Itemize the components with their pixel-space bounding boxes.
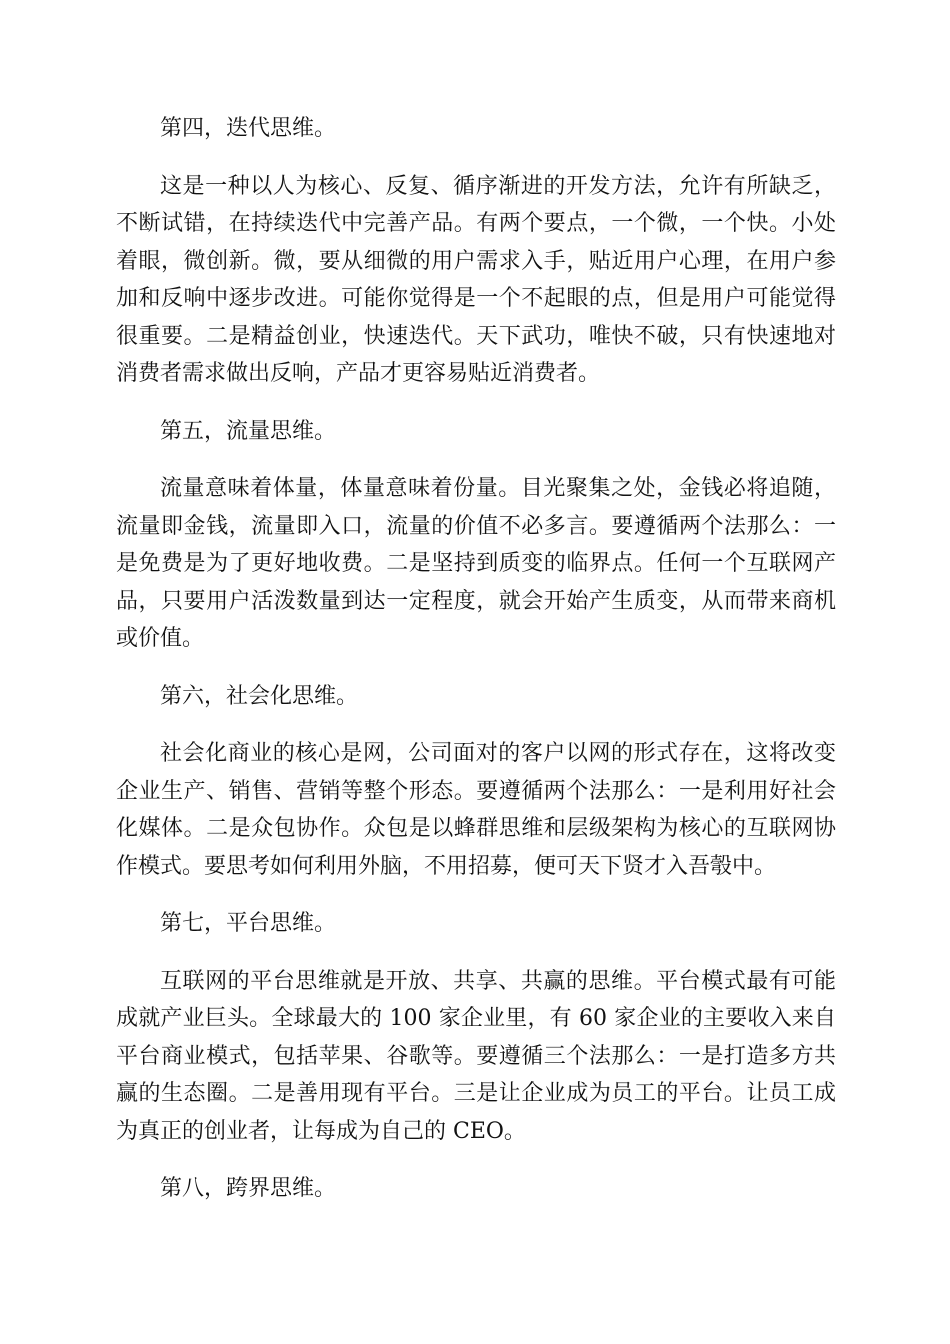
section-heading: 第六，社会化思维。 <box>160 683 359 709</box>
paragraph-line: 成就产业巨头。全球最大的 100 家企业里，有 60 家企业的主要收入来自 <box>116 1006 836 1031</box>
paragraph-line: 着眼，微创新。微，要从细微的用户需求入手，贴近用户心理，在用户参 <box>116 248 836 274</box>
paragraph-line: 流量即金钱，流量即入口，流量的价值不必多言。要遵循两个法那么：一 <box>116 513 836 539</box>
paragraph-line: 这是一种以人为核心、反复、循序渐进的开发方法，允许有所缺乏， <box>160 173 836 199</box>
document-page <box>116 110 836 1208</box>
paragraph-line: 为真正的创业者，让每成为自己的 CEO。 <box>116 1118 526 1144</box>
paragraph-line: 平台商业模式，包括苹果、谷歌等。要遵循三个法那么：一是打造多方共 <box>116 1043 836 1069</box>
paragraph-line: 赢的生态圈。二是善用现有平台。三是让企业成为员工的平台。让员工成 <box>116 1081 836 1106</box>
paragraph-line: 消费者需求做出反响，产品才更容易贴近消费者。 <box>116 361 601 386</box>
paragraph-line: 是免费是为了更好地收费。二是坚持到质变的临界点。任何一个互联网产 <box>116 551 836 576</box>
section-paragraph <box>116 168 836 393</box>
section-heading: 第五，流量思维。 <box>160 418 337 444</box>
paragraph-line: 品，只要用户活泼数量到达一定程度，就会开始产生质变，从而带来商机 <box>116 588 836 614</box>
paragraph-line: 不断试错，在持续迭代中完善产品。有两个要点，一个微，一个快。小处 <box>116 211 836 236</box>
section-paragraph <box>116 470 836 658</box>
section-paragraph <box>116 735 836 885</box>
section-heading: 第七，平台思维。 <box>160 911 337 936</box>
section-heading: 第八，跨界思维。 <box>160 1176 337 1201</box>
paragraph-line: 或价值。 <box>116 626 205 651</box>
paragraph-line: 化媒体。二是众包协作。众包是以蜂群思维和层级架构为核心的互联网协 <box>116 816 836 841</box>
paragraph-line: 社会化商业的核心是网，公司面对的客户以网的形式存在，这将改变 <box>160 741 836 766</box>
section-heading: 第四，迭代思维。 <box>160 116 337 141</box>
paragraph-line: 加和反响中逐步改进。可能你觉得是一个不起眼的点，但是用户可能觉得 <box>116 286 836 311</box>
paragraph-line: 作模式。要思考如何利用外脑，不用招募，便可天下贤才入吾彀中。 <box>116 853 777 879</box>
paragraph-line: 互联网的平台思维就是开放、共享、共赢的思维。平台模式最有可能 <box>160 968 836 994</box>
paragraph-line: 流量意味着体量，体量意味着份量。目光聚集之处，金钱必将追随， <box>160 476 836 501</box>
paragraph-line: 企业生产、销售、营销等整个形态。要遵循两个法那么：一是利用好社会 <box>116 778 836 804</box>
section-paragraph <box>116 963 836 1151</box>
paragraph-line: 很重要。二是精益创业，快速迭代。天下武功，唯快不破，只有快速地对 <box>116 323 836 349</box>
